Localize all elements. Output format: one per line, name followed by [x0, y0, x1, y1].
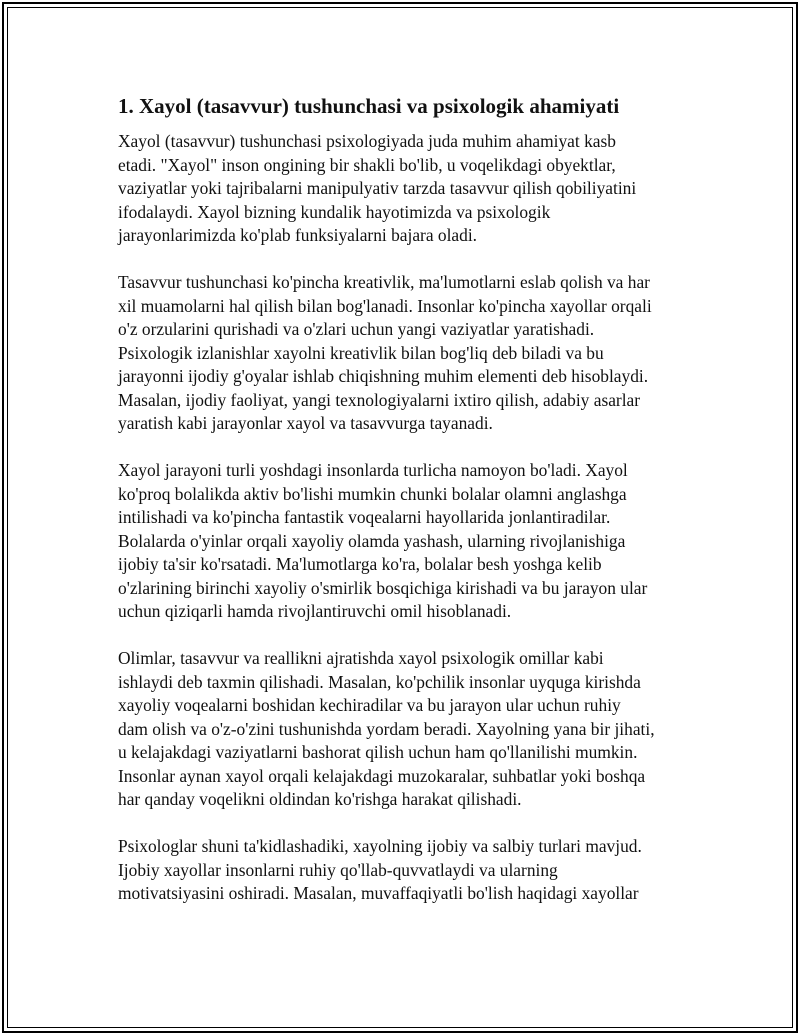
paragraph-line: Ijobiy xayollar insonlarni ruhiy qo'llab-quvvatlaydi va ularning	[118, 859, 558, 880]
paragraph-line: etadi. "Xayol" inson ongining bir shakli bo'lib, u voqelikdagi obyektlar,	[118, 154, 616, 175]
paragraph-line: har qanday voqelikni oldindan ko'rishga harakat qilishadi.	[118, 789, 522, 809]
paragraph-line: o'z orzularini qurishadi va o'zlari uchun yangi vaziyatlar yaratishadi.	[118, 319, 595, 339]
paragraph-line: yaratish kabi jarayonlar xayol va tasavvurga tayanadi.	[118, 413, 493, 433]
paragraph-line: Psixologlar shuni ta'kidlashadiki, xayolning ijobiy va salbiy turlari mavjud.	[118, 836, 642, 856]
paragraph	[118, 647, 698, 812]
paragraph-line: ifodalaydi. Xayol bizning kundalik hayotimizda va psixologik	[118, 201, 551, 222]
paragraph	[118, 130, 698, 248]
paragraph	[118, 271, 698, 436]
paragraph-list	[118, 130, 698, 906]
paragraph	[118, 459, 698, 624]
paragraph-line: jarayonlarimizda ko'plab funksiyalarni bajara oladi.	[118, 225, 478, 245]
section-heading: 1. Xayol (tasavvur) tushunchasi va psixologik ahamiyati	[118, 94, 620, 118]
paragraph-line: u kelajakdagi vaziyatlarni bashorat qilish uchun ham qo'llanilishi mumkin.	[118, 742, 638, 762]
paragraph-line: xil muamolarni hal qilish bilan bog'lanadi. Insonlar ko'pincha xayollar orqali	[118, 295, 652, 316]
paragraph-line: Xayol (tasavvur) tushunchasi psixologiyada juda muhim ahamiyat kasb	[118, 131, 616, 151]
paragraph-line: vaziyatlar yoki tajribalarni manipulyativ tarzda tasavvur qilish qobiliyatini	[118, 178, 637, 198]
paragraph-line: dam olish va o'z-o'zini tushunishda yordam beradi. Xayolning yana bir jihati,	[118, 718, 655, 739]
paragraph-line: motivatsiyasini oshiradi. Masalan, muvaffaqiyatli bo'lish haqidagi xayollar	[118, 883, 639, 903]
paragraph-line: Bolalarda o'yinlar orqali xayoliy olamda yashash, ularning rivojlanishiga	[118, 530, 626, 551]
paragraph-line: Tasavvur tushunchasi ko'pincha kreativlik, ma'lumotlarni eslab qolish va har	[118, 272, 650, 292]
paragraph-line: o'zlarining birinchi xayoliy o'smirlik bosqichiga kirishadi va bu jarayon ular	[118, 577, 648, 598]
paragraph-line: Psixologik izlanishlar xayolni kreativlik bilan bog'liq deb biladi va bu	[118, 342, 604, 363]
paragraph-line: ishlaydi deb taxmin qilishadi. Masalan, ko'pchilik insonlar uyquga kirishda	[118, 671, 641, 692]
paragraph-line: intilishadi va ko'pincha fantastik voqealarni hayollarida jonlantiradilar.	[118, 507, 611, 527]
document-body	[118, 92, 698, 929]
paragraph-line: uchun qiziqarli hamda rivojlantiruvchi omil hisoblanadi.	[118, 601, 512, 621]
paragraph-line: Masalan, ijodiy faoliyat, yangi texnologiyalarni ixtiro qilish, adabiy asarlar	[118, 389, 641, 410]
paragraph-line: Insonlar aynan xayol orqali kelajakdagi muzokaralar, suhbatlar yoki boshqa	[118, 765, 646, 786]
paragraph-line: jarayonni ijodiy g'oyalar ishlab chiqishning muhim elementi deb hisoblaydi.	[118, 366, 649, 386]
paragraph-line: Olimlar, tasavvur va reallikni ajratishda xayol psixologik omillar kabi	[118, 648, 604, 668]
paragraph	[118, 835, 698, 906]
paragraph-line: ko'proq bolalikda aktiv bo'lishi mumkin chunki bolalar olamni anglashga	[118, 483, 627, 504]
paragraph-line: xayoliy voqealarni boshidan kechiradilar va bu jarayon ular uchun ruhiy	[118, 695, 621, 715]
paragraph-line: ijobiy ta'sir ko'rsatadi. Ma'lumotlarga ko'ra, bolalar besh yoshga kelib	[118, 554, 602, 574]
paragraph-line: Xayol jarayoni turli yoshdagi insonlarda turlicha namoyon bo'ladi. Xayol	[118, 460, 628, 480]
